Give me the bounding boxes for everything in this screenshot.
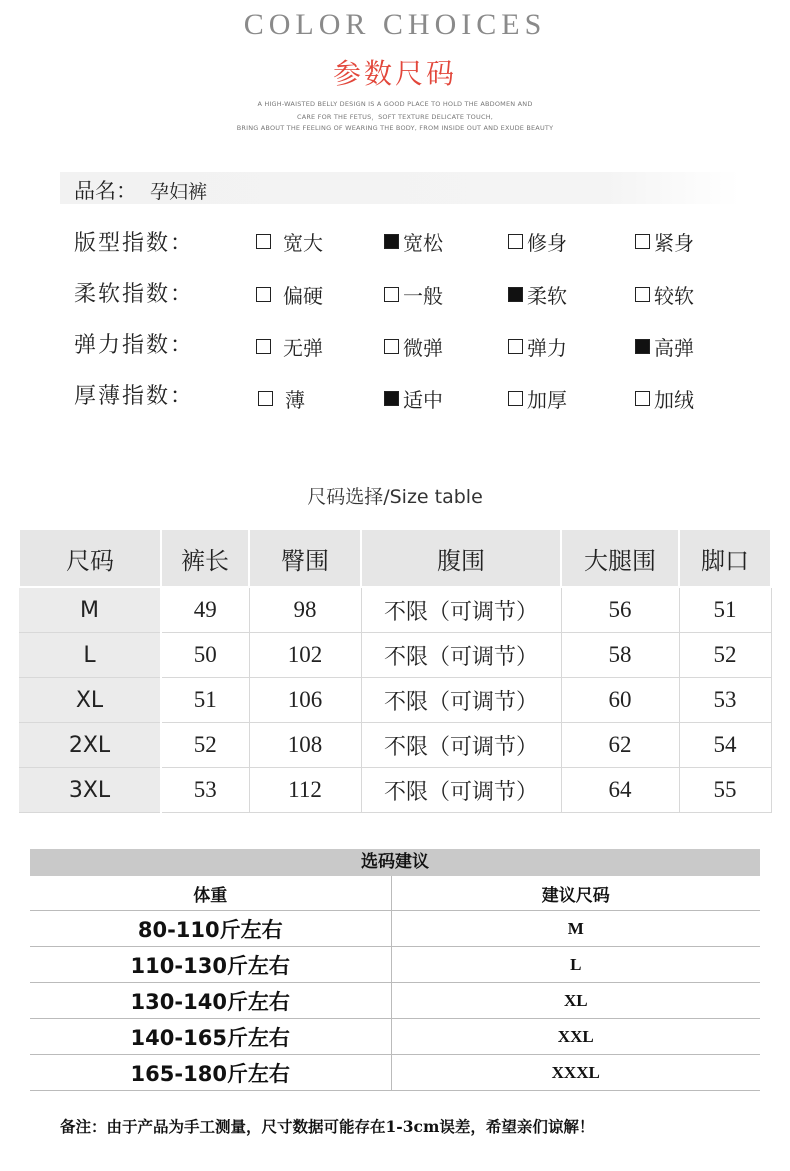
checkbox-icon (384, 287, 399, 302)
thigh-cell: 56 (561, 587, 679, 633)
checkbox-icon (508, 391, 523, 406)
recommendation-title: 选码建议 (30, 849, 760, 876)
suggested-size-cell: XL (391, 983, 760, 1019)
hem-cell: 55 (679, 768, 771, 813)
checkbox-icon (256, 287, 271, 302)
tagline-line-3: BRING ABOUT THE FEELING OF WEARING THE BODY, FROM INSIDE OUT AND EXUDE BEAUTY (236, 124, 554, 132)
suggested-size-cell: M (391, 911, 760, 947)
size-cell: XL (19, 678, 161, 723)
weight-cell: 140-165斤左右 (30, 1019, 391, 1055)
thigh-cell: 62 (561, 723, 679, 768)
suggested-size-cell: L (391, 947, 760, 983)
thigh-cell: 60 (561, 678, 679, 723)
hip-cell: 108 (249, 723, 361, 768)
length-cell: 53 (161, 768, 249, 813)
table-row (19, 587, 771, 633)
header-weight: 体重 (30, 876, 391, 911)
option-elasticity-2: 弹力 (508, 334, 567, 358)
tagline-line-2: CARE FOR THE FETUS，SOFT TEXTURE DELICATE TOUCH, (296, 113, 494, 121)
option-elasticity-0: 无弹 (256, 334, 323, 358)
hem-cell: 53 (679, 678, 771, 723)
product-name-value: 孕妇裤 (150, 181, 208, 203)
weight-cell: 130-140斤左右 (30, 983, 391, 1019)
option-softness-2: 柔软 (508, 282, 567, 306)
title-chinese: 参数尺码 (332, 57, 457, 90)
table-row (19, 768, 771, 813)
length-cell: 50 (161, 633, 249, 678)
table-row (19, 678, 771, 723)
option-fit-0: 宽大 (256, 229, 323, 253)
table-row (19, 723, 771, 768)
hip-cell: 106 (249, 678, 361, 723)
tagline-line-1: A HIGH-WAISTED BELLY DESIGN IS A GOOD PLACE TO HOLD THE ABDOMEN AND (257, 100, 533, 108)
checkbox-icon (635, 391, 650, 406)
weight-cell: 165-180斤左右 (30, 1055, 391, 1091)
table-row (19, 633, 771, 678)
option-fit-1: 宽松 (384, 229, 443, 253)
belly-cell: 不限（可调节） (361, 768, 561, 813)
header-size: 尺码 (19, 529, 161, 587)
checkbox-icon (384, 339, 399, 354)
table-row (30, 983, 760, 1019)
title-english: COLOR CHOICES (243, 8, 547, 41)
option-fit-3: 紧身 (635, 229, 694, 253)
thigh-cell: 58 (561, 633, 679, 678)
length-cell: 49 (161, 587, 249, 633)
weight-cell: 110-130斤左右 (30, 947, 391, 983)
header-suggested-size: 建议尺码 (391, 876, 760, 911)
size-table (18, 528, 772, 813)
size-cell: L (19, 633, 161, 678)
option-fit-2: 修身 (508, 229, 567, 253)
option-softness-3: 较软 (635, 282, 694, 306)
checkbox-icon (508, 234, 523, 249)
table-row (30, 1055, 760, 1091)
option-thickness-2: 加厚 (508, 386, 567, 410)
checked-box-icon (384, 391, 399, 406)
size-table-header-row (19, 529, 771, 587)
product-name-label: 品名： (74, 179, 137, 203)
option-thickness-3: 加绒 (635, 386, 694, 410)
option-softness-0: 偏硬 (256, 282, 323, 306)
size-cell: 3XL (19, 768, 161, 813)
length-cell: 51 (161, 678, 249, 723)
index-label-softness: 柔软指数： (74, 282, 195, 307)
checked-box-icon (635, 339, 650, 354)
footnote: 备注：由于产品为手工测量，尺寸数据可能存在1-3cm误差，希望亲们谅解！ (60, 1117, 595, 1136)
belly-cell: 不限（可调节） (361, 723, 561, 768)
checkbox-icon (635, 287, 650, 302)
thigh-cell: 64 (561, 768, 679, 813)
recommendation-table (30, 876, 760, 1091)
option-thickness-1: 适中 (384, 386, 443, 410)
checkbox-icon (256, 339, 271, 354)
suggested-size-cell: XXL (391, 1019, 760, 1055)
option-softness-1: 一般 (384, 282, 443, 306)
option-elasticity-1: 微弹 (384, 334, 443, 358)
checkbox-icon (635, 234, 650, 249)
table-row (30, 947, 760, 983)
index-label-fit: 版型指数： (74, 231, 195, 256)
header-thigh: 大腿围 (561, 529, 679, 587)
size-cell: M (19, 587, 161, 633)
checkbox-icon (508, 339, 523, 354)
size-table-title: 尺码选择/Size table (307, 486, 483, 508)
hem-cell: 52 (679, 633, 771, 678)
table-row (30, 1019, 760, 1055)
weight-cell: 80-110斤左右 (30, 911, 391, 947)
header-belly: 腹围 (361, 529, 561, 587)
product-name-row (60, 172, 740, 204)
hem-cell: 51 (679, 587, 771, 633)
option-thickness-0: 薄 (258, 386, 305, 410)
index-label-elasticity: 弹力指数： (74, 333, 195, 358)
header-hip: 臀围 (249, 529, 361, 587)
option-elasticity-3: 高弹 (635, 334, 694, 358)
hip-cell: 112 (249, 768, 361, 813)
hip-cell: 102 (249, 633, 361, 678)
checked-box-icon (384, 234, 399, 249)
recommendation-header-row (30, 876, 760, 911)
checkbox-icon (256, 234, 271, 249)
header-length: 裤长 (161, 529, 249, 587)
hem-cell: 54 (679, 723, 771, 768)
size-cell: 2XL (19, 723, 161, 768)
belly-cell: 不限（可调节） (361, 587, 561, 633)
table-row (30, 911, 760, 947)
suggested-size-cell: XXXL (391, 1055, 760, 1091)
length-cell: 52 (161, 723, 249, 768)
checkbox-icon (258, 391, 273, 406)
index-label-thickness: 厚薄指数： (74, 384, 195, 409)
belly-cell: 不限（可调节） (361, 633, 561, 678)
hip-cell: 98 (249, 587, 361, 633)
belly-cell: 不限（可调节） (361, 678, 561, 723)
header-hem: 脚口 (679, 529, 771, 587)
checked-box-icon (508, 287, 523, 302)
